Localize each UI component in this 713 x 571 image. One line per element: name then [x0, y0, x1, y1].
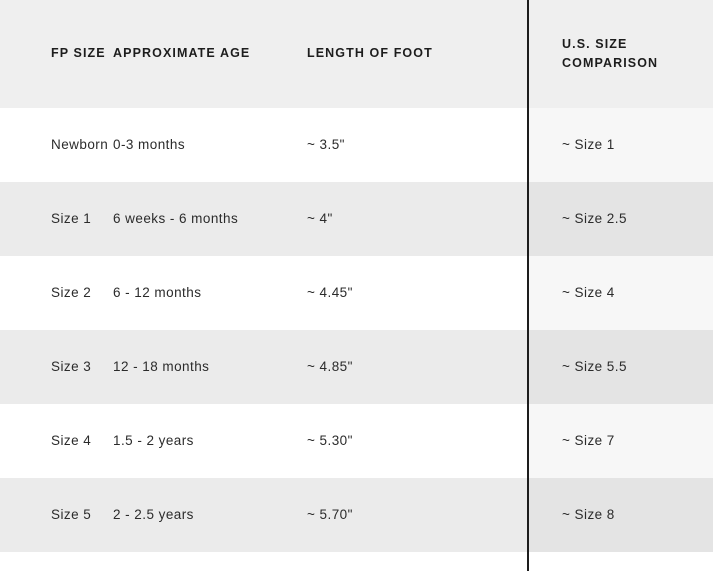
table-row [0, 256, 713, 330]
table-row-comparison [527, 330, 713, 404]
cell-length-of-foot: ~ 5.70" [307, 506, 353, 522]
cell-length-of-foot: ~ 5.30" [307, 432, 353, 448]
cell-us-size-comparison: ~ Size 5.5 [562, 358, 627, 374]
cell-us-size-comparison: ~ Size 7 [562, 432, 615, 448]
table-header-main-group [0, 0, 527, 108]
table-row [0, 182, 713, 256]
cell-fp-size: Newborn [51, 136, 109, 152]
table-row-main [0, 330, 527, 404]
table-row-main [0, 182, 527, 256]
table-header-comparison-group [527, 0, 713, 108]
cell-length-of-foot: ~ 3.5" [307, 136, 345, 152]
table-row-comparison [527, 478, 713, 552]
cell-us-size-comparison: ~ Size 8 [562, 506, 615, 522]
table-header-row [0, 0, 713, 108]
column-header-fp-size: FP SIZE [51, 46, 106, 61]
cell-length-of-foot: ~ 4" [307, 210, 333, 226]
table-row-main [0, 404, 527, 478]
cell-approximate-age: 6 weeks - 6 months [113, 210, 239, 226]
cell-fp-size: Size 5 [51, 506, 92, 522]
cell-length-of-foot: ~ 4.85" [307, 358, 353, 374]
table-row-comparison [527, 182, 713, 256]
vertical-divider [527, 0, 529, 571]
cell-fp-size: Size 3 [51, 358, 92, 374]
cell-approximate-age: 0-3 months [113, 136, 186, 152]
column-header-length-of-foot: LENGTH OF FOOT [307, 46, 433, 61]
table-row [0, 404, 713, 478]
cell-fp-size: Size 2 [51, 284, 92, 300]
cell-us-size-comparison: ~ Size 2.5 [562, 210, 627, 226]
column-header-approximate-age: APPROXIMATE AGE [113, 46, 251, 61]
cell-fp-size: Size 1 [51, 210, 92, 226]
table-row-comparison [527, 256, 713, 330]
cell-us-size-comparison: ~ Size 1 [562, 136, 615, 152]
cell-fp-size: Size 4 [51, 432, 92, 448]
table-row [0, 478, 713, 552]
column-header-us-size-comparison: U.S. SIZE COMPARISON [562, 36, 659, 70]
table-row-main [0, 256, 527, 330]
cell-us-size-comparison: ~ Size 4 [562, 284, 615, 300]
cell-approximate-age: 6 - 12 months [113, 284, 202, 300]
cell-approximate-age: 1.5 - 2 years [113, 432, 194, 448]
table-row-main [0, 108, 527, 182]
table-row-main [0, 478, 527, 552]
cell-length-of-foot: ~ 4.45" [307, 284, 353, 300]
table-row [0, 108, 713, 182]
cell-approximate-age: 12 - 18 months [113, 358, 210, 374]
table-row [0, 330, 713, 404]
table-row-comparison [527, 404, 713, 478]
cell-approximate-age: 2 - 2.5 years [113, 506, 194, 522]
table-row-comparison [527, 108, 713, 182]
